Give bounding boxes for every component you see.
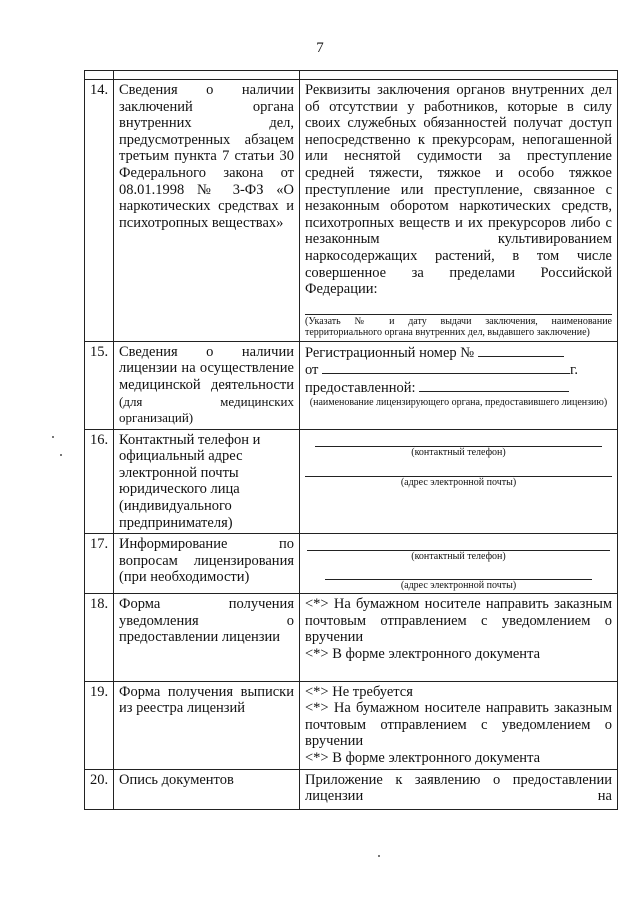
field-hint: (контактный телефон) [411, 446, 506, 458]
field-hint: (контактный телефон) [411, 551, 506, 563]
year-suffix: г. [570, 362, 578, 379]
scan-speck [378, 855, 380, 857]
row-label: Контактный телефон и официальный адрес электронной почты юридического лица (индивидуального предпринимателя) [114, 429, 300, 534]
header-cell [114, 71, 300, 80]
row-label: Информирование по вопросам лицензирования (при необходимости) [114, 534, 300, 594]
table-row [85, 429, 618, 534]
email-field[interactable] [305, 462, 612, 477]
option-electronic[interactable]: <*> В форме электронного документа [305, 750, 541, 766]
field-hint: (адрес электронной почты) [400, 477, 517, 489]
row-number: 14. [85, 80, 114, 342]
reg-number-field[interactable] [478, 344, 564, 357]
scan-speck [60, 454, 62, 456]
license-number-line [305, 344, 612, 362]
header-cell [300, 71, 618, 80]
row-number: 19. [85, 681, 114, 769]
row-value-cell [300, 769, 618, 809]
table-row [85, 534, 618, 594]
table-row [85, 769, 618, 809]
license-date-line [305, 361, 612, 379]
row-number: 15. [85, 341, 114, 429]
row-number: 16. [85, 429, 114, 534]
row-value-cell [300, 594, 618, 681]
phone-field[interactable] [315, 432, 602, 447]
row-value-cell [300, 341, 618, 429]
email-field[interactable] [325, 565, 592, 580]
option-not-required[interactable]: <*> Не требуется [305, 683, 413, 700]
table-row [85, 594, 618, 681]
application-form-table [84, 70, 618, 810]
provided-line [305, 379, 612, 397]
license-date-field[interactable] [322, 361, 570, 374]
row-number: 17. [85, 534, 114, 594]
option-paper[interactable]: <*> На бумажном носителе направить заказным почтовым отправлением с уведомлением о вручении [305, 700, 612, 750]
scan-speck [52, 436, 54, 438]
field-hint: (адрес электронной почты) [400, 579, 517, 591]
row-value-cell [300, 80, 618, 342]
fill-line[interactable] [305, 300, 612, 315]
field-hint: (Указать № и дату выдачи заключения, наименование территориального органа внутренних дел, выдавшего заключение) [305, 315, 612, 339]
phone-field[interactable] [307, 536, 610, 551]
row-label: Сведения о наличии заключений органа внутренних дел, предусмотренных абзацем третьим пункта 7 статьи 30 Федерального закона от 08.01.1998 № 3-ФЗ «О наркотических средствах и психотропных веществах» [114, 80, 300, 342]
row-number: 20. [85, 769, 114, 809]
option-electronic[interactable]: <*> В форме электронного документа [305, 646, 541, 663]
row-value-cell [300, 429, 618, 534]
table-row [85, 80, 618, 342]
row-label-cell [114, 341, 300, 429]
table-row [85, 681, 618, 769]
row-label-note: (для медицинских организаций) [119, 393, 294, 426]
row-number: 18. [85, 594, 114, 681]
row-label: Форма получения выписки из реестра лицензий [114, 681, 300, 769]
row-value-text: Реквизиты заключения органов внутренних дел об отсутствии у работников, которые в силу своих служебных обязанностей получат доступ непосредственно к прекурсорам, непогашенной или неснятой судимости за преступление средней тяжести, тяжкое и особо тяжкое преступление или преступление, связанное с незаконным оборотом наркотических средств, психотропных веществ и их прекурсоров либо с незаконным культивированием наркосодержащих растений, в том числе совершенное за пределами Российской Федерации: [305, 82, 612, 298]
field-hint: (наименование лицензирующего органа, предоставившего лицензию) [309, 396, 608, 408]
header-cell [85, 71, 114, 80]
from-label: от [305, 362, 319, 379]
provided-label: предоставленной: [305, 379, 416, 396]
row-label: Опись документов [114, 769, 300, 809]
row-value-text: Приложение к заявлению о предоставлении лицензии на [305, 771, 612, 805]
option-paper[interactable]: <*> На бумажном носителе направить заказным почтовым отправлением с уведомлением о вручении [305, 596, 612, 646]
row-value-cell [300, 534, 618, 594]
page-number: 7 [316, 40, 324, 56]
row-label: Форма получения уведомления о предоставлении лицензии [114, 594, 300, 681]
row-label: Сведения о наличии лицензии на осуществление медицинской деятельности [119, 343, 294, 393]
reg-number-label: Регистрационный номер № [305, 344, 475, 361]
row-value-cell [300, 681, 618, 769]
table-header-row [85, 71, 618, 80]
licensing-authority-field[interactable] [419, 379, 569, 392]
table-row [85, 341, 618, 429]
